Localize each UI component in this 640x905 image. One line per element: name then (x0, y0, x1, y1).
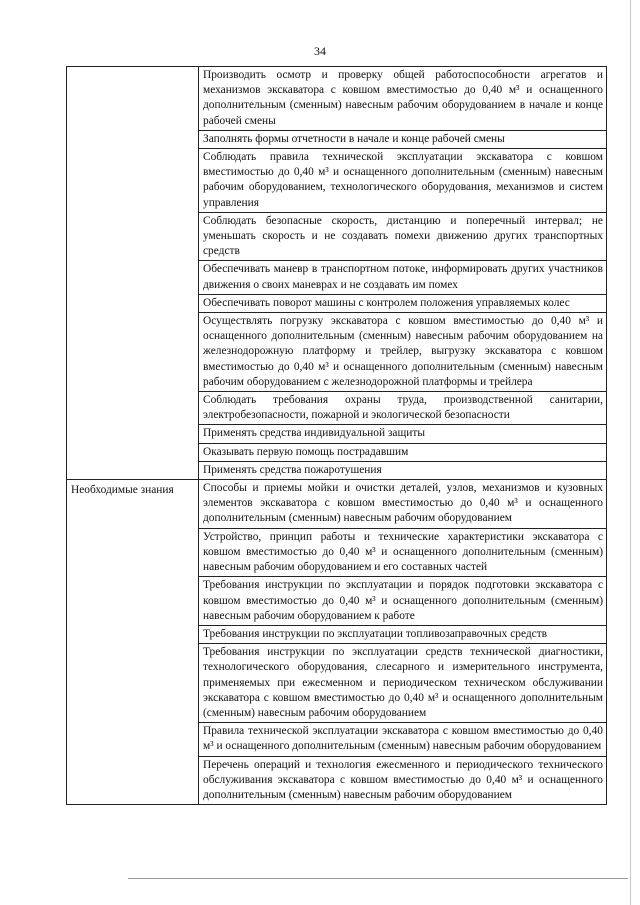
competency-table (66, 66, 607, 805)
knowledge-text: Требования инструкции по эксплуатации средств технической диагностики, технологического оборудования, слесарного и измерительного инструмента, применяемых при ежесменном и периодическом техническом обслуживании экскаватора с ковшом вместимостью до 0,40 м³ и оснащенного дополнительным (сменным) навесным рабочим оборудованием (203, 646, 603, 719)
knowledge-text: Правила технической эксплуатации экскаватора с ковшом вместимостью до 0,40 м³ и оснащенного дополнительным (сменным) навесным рабочим оборудованием (203, 725, 603, 753)
scan-right-edge (630, 0, 631, 905)
skill-cell (199, 425, 607, 443)
knowledge-text: Способы и приемы мойки и очистки деталей, узлов, механизмов и кузовных элементов экскаватора с ковшом вместимостью до 0,40 м³ и оснащенного дополнительным (сменным) навесным рабочим оборудованием (203, 482, 603, 525)
knowledge-cell (199, 723, 607, 756)
skill-text: Заполнять формы отчетности в начале и конце рабочей смены (203, 132, 505, 145)
skill-cell (199, 67, 607, 131)
skill-cell (199, 313, 607, 392)
knowledge-cell (199, 756, 607, 805)
skill-text: Осуществлять погрузку экскаватора с ковшом вместимостью до 0,40 м³ и оснащенного дополнительным (сменным) навесным рабочим оборудованием на железнодорожную платформу и трейлер, выгрузку экскаватора с ковшом вместимостью до 0,40 м³ и оснащенного дополнительным (сменным) навесным рабочим оборудованием с железнодорожной платформы и трейлера (203, 315, 603, 388)
skill-cell (199, 130, 607, 148)
skill-cell (199, 149, 607, 213)
skill-cell (199, 212, 607, 261)
scan-bottom-line (128, 878, 628, 879)
skill-text: Соблюдать требования охраны труда, производственной санитарии, электробезопасности, пожарной и экологической безопасности (203, 394, 603, 422)
skill-text: Оказывать первую помощь пострадавшим (203, 445, 409, 458)
table-row (67, 67, 607, 131)
knowledge-label: Необходимые знания (71, 484, 174, 497)
knowledge-cell (199, 625, 607, 643)
knowledge-text: Требования инструкции по эксплуатации и порядок подготовки экскаватора с ковшом вместимостью до 0,40 м³ и оснащенного дополнительным (сменным) навесным рабочим оборудованием к работе (203, 579, 603, 622)
table-row (67, 480, 607, 529)
skills-label-cell (67, 67, 199, 480)
skill-text: Обеспечивать маневр в транспортном потоке, информировать других участников движения о своих маневрах и не создавать им помех (203, 263, 603, 291)
knowledge-text: Требования инструкции по эксплуатации топливозаправочных средств (203, 627, 548, 640)
skill-text: Применять средства пожаротушения (203, 463, 382, 476)
knowledge-cell (199, 644, 607, 723)
skill-text: Обеспечивать поворот машины с контролем положения управляемых колес (203, 296, 570, 309)
knowledge-cell (199, 480, 607, 529)
skill-cell (199, 261, 607, 294)
skill-cell (199, 443, 607, 461)
page-number: 34 (314, 44, 326, 58)
knowledge-text: Устройство, принцип работы и технические характеристики экскаватора с ковшом вместимостью до 0,40 м³ и оснащенного дополнительным (сменным) навесным рабочим оборудованием и его составных частей (203, 530, 603, 574)
skill-text: Применять средства индивидуальной защиты (203, 427, 425, 440)
knowledge-label-cell (67, 480, 199, 805)
knowledge-text: Перечень операций и технология ежесменного и периодического технического обслуживания экскаватора с ковшом вместимостью до 0,40 м³ и оснащенного дополнительным (сменным) навесным рабочим оборудованием (203, 758, 603, 801)
skill-text: Соблюдать безопасные скорость, дистанцию и поперечный интервал; не уменьшать скорость и не создавать помехи движению других транспортных средств (203, 214, 603, 258)
skill-cell (199, 392, 607, 425)
knowledge-cell (199, 528, 607, 577)
skill-cell (199, 461, 607, 479)
skill-text: Производить осмотр и проверку общей работоспособности агрегатов и механизмов экскаватора с ковшом вместимостью до 0,40 м³ и оснащенного дополнительным (сменным) навесным рабочим оборудованием в начале и конце рабочей смены (203, 69, 603, 127)
skill-cell (199, 294, 607, 312)
knowledge-cell (199, 577, 607, 626)
skill-text: Соблюдать правила технической эксплуатации экскаватора с ковшом вместимостью до 0,40 м³ и оснащенного дополнительным (сменным) навесным рабочим оборудованием, технологического оборудования, механизмов и систем управления (203, 151, 603, 209)
